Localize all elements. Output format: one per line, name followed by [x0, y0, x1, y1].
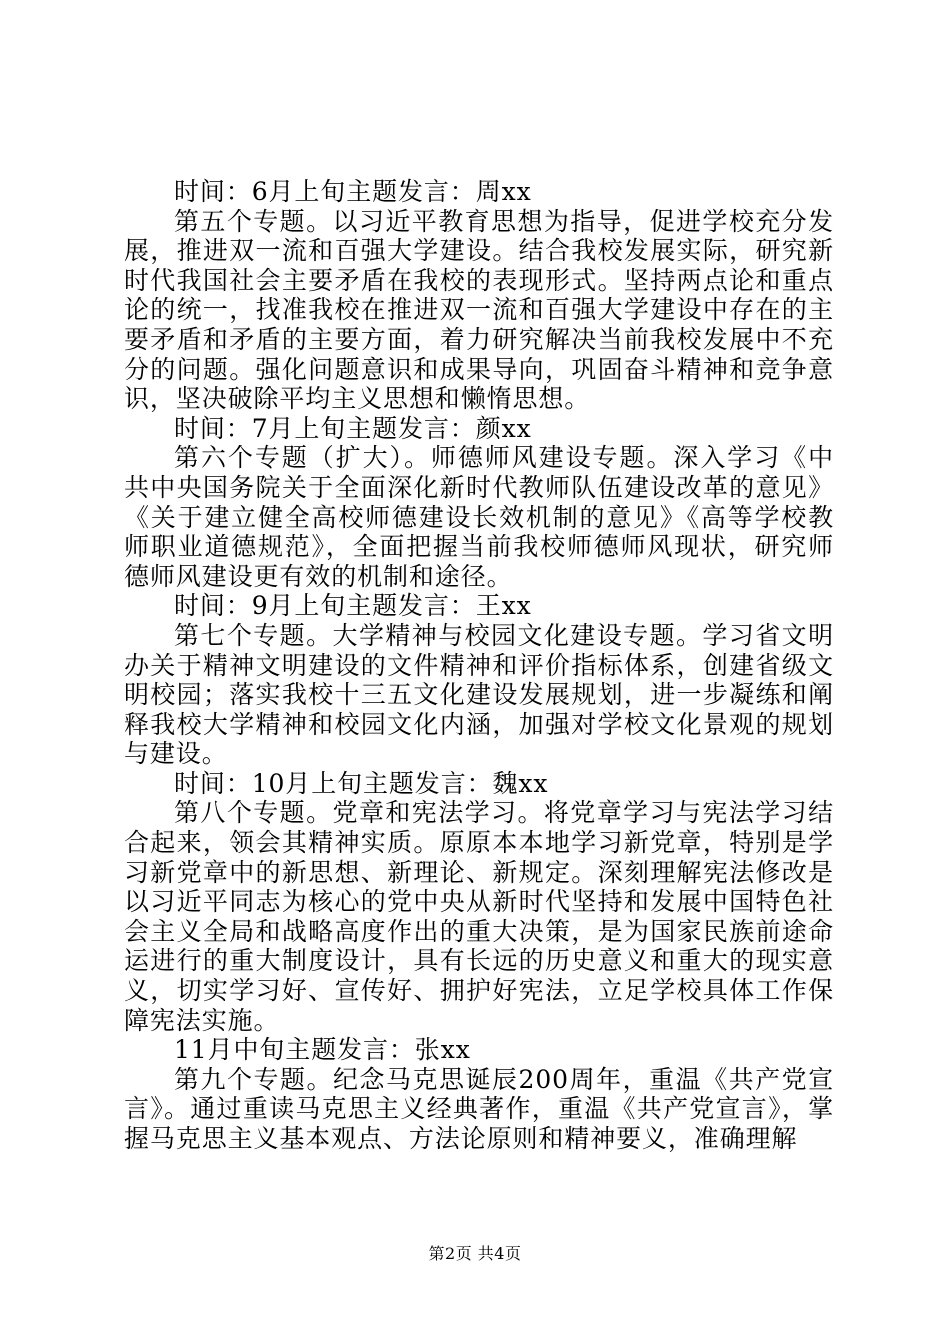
schedule-line-july: 时间：7月上旬主题发言：颜xx [174, 413, 532, 443]
topic-paragraph-5: 第五个专题。以习近平教育思想为指导，促进学校充分发展，推进双一流和百强大学建设。结合我校发展实际，研究新时代我国社会主要矛盾在我校的表现形式。坚持两点论和重点论的统一，找准我校在推进双一流和百强大学建设中存在的主要矛盾和矛盾的主要方面，着力研究解决当前我校发展中不充分的问题。强化问题意识和成果导向，巩固奋斗精神和竞争意识，坚决破除平均主义思想和懒惰思想。 [124, 206, 834, 414]
schedule-line-november: 11月中旬主题发言：张xx [174, 1035, 471, 1065]
page-number-footer: 第2页 共4页 [428, 1244, 522, 1263]
schedule-line-september: 时间：9月上旬主题发言：王xx [174, 591, 532, 621]
schedule-line-october: 时间：10月上旬主题发言：魏xx [174, 768, 549, 798]
topic-paragraph-9: 第九个专题。纪念马克思诞辰200周年，重温《共产党宣言》。通过重读马克思主义经典著作，重温《共产党宣言》，掌握马克思主义基本观点、方法论原则和精神要义，准确理解 [124, 1064, 834, 1153]
topic-paragraph-7: 第七个专题。大学精神与校园文化建设专题。学习省文明办关于精神文明建设的文件精神和评价指标体系，创建省级文明校园；落实我校十三五文化建设发展规划，进一步凝练和阐释我校大学精神和校园文化内涵，加强对学校文化景观的规划与建设。 [124, 620, 834, 769]
document-body [124, 177, 834, 1154]
topic-paragraph-8: 第八个专题。党章和宪法学习。将党章学习与宪法学习结合起来，领会其精神实质。原原本本地学习新党章，特别是学习新党章中的新思想、新理论、新规定。深刻理解宪法修改是以习近平同志为核心的党中央从新时代坚持和发展中国特色社会主义全局和战略高度作出的重大决策，是为国家民族前途命运进行的重大制度设计，具有长远的历史意义和重大的现实意义，切实学习好、宣传好、拥护好宪法，立足学校具体工作保障宪法实施。 [124, 798, 834, 1035]
topic-paragraph-6: 第六个专题（扩大）。师德师风建设专题。深入学习《中共中央国务院关于全面深化新时代教师队伍建设改革的意见》《关于建立健全高校师德建设长效机制的意见》《高等学校教师职业道德规范》，全面把握当前我校师德师风现状，研究师德师风建设更有效的机制和途径。 [124, 443, 834, 591]
schedule-line-june: 时间：6月上旬主题发言：周xx [174, 177, 532, 206]
